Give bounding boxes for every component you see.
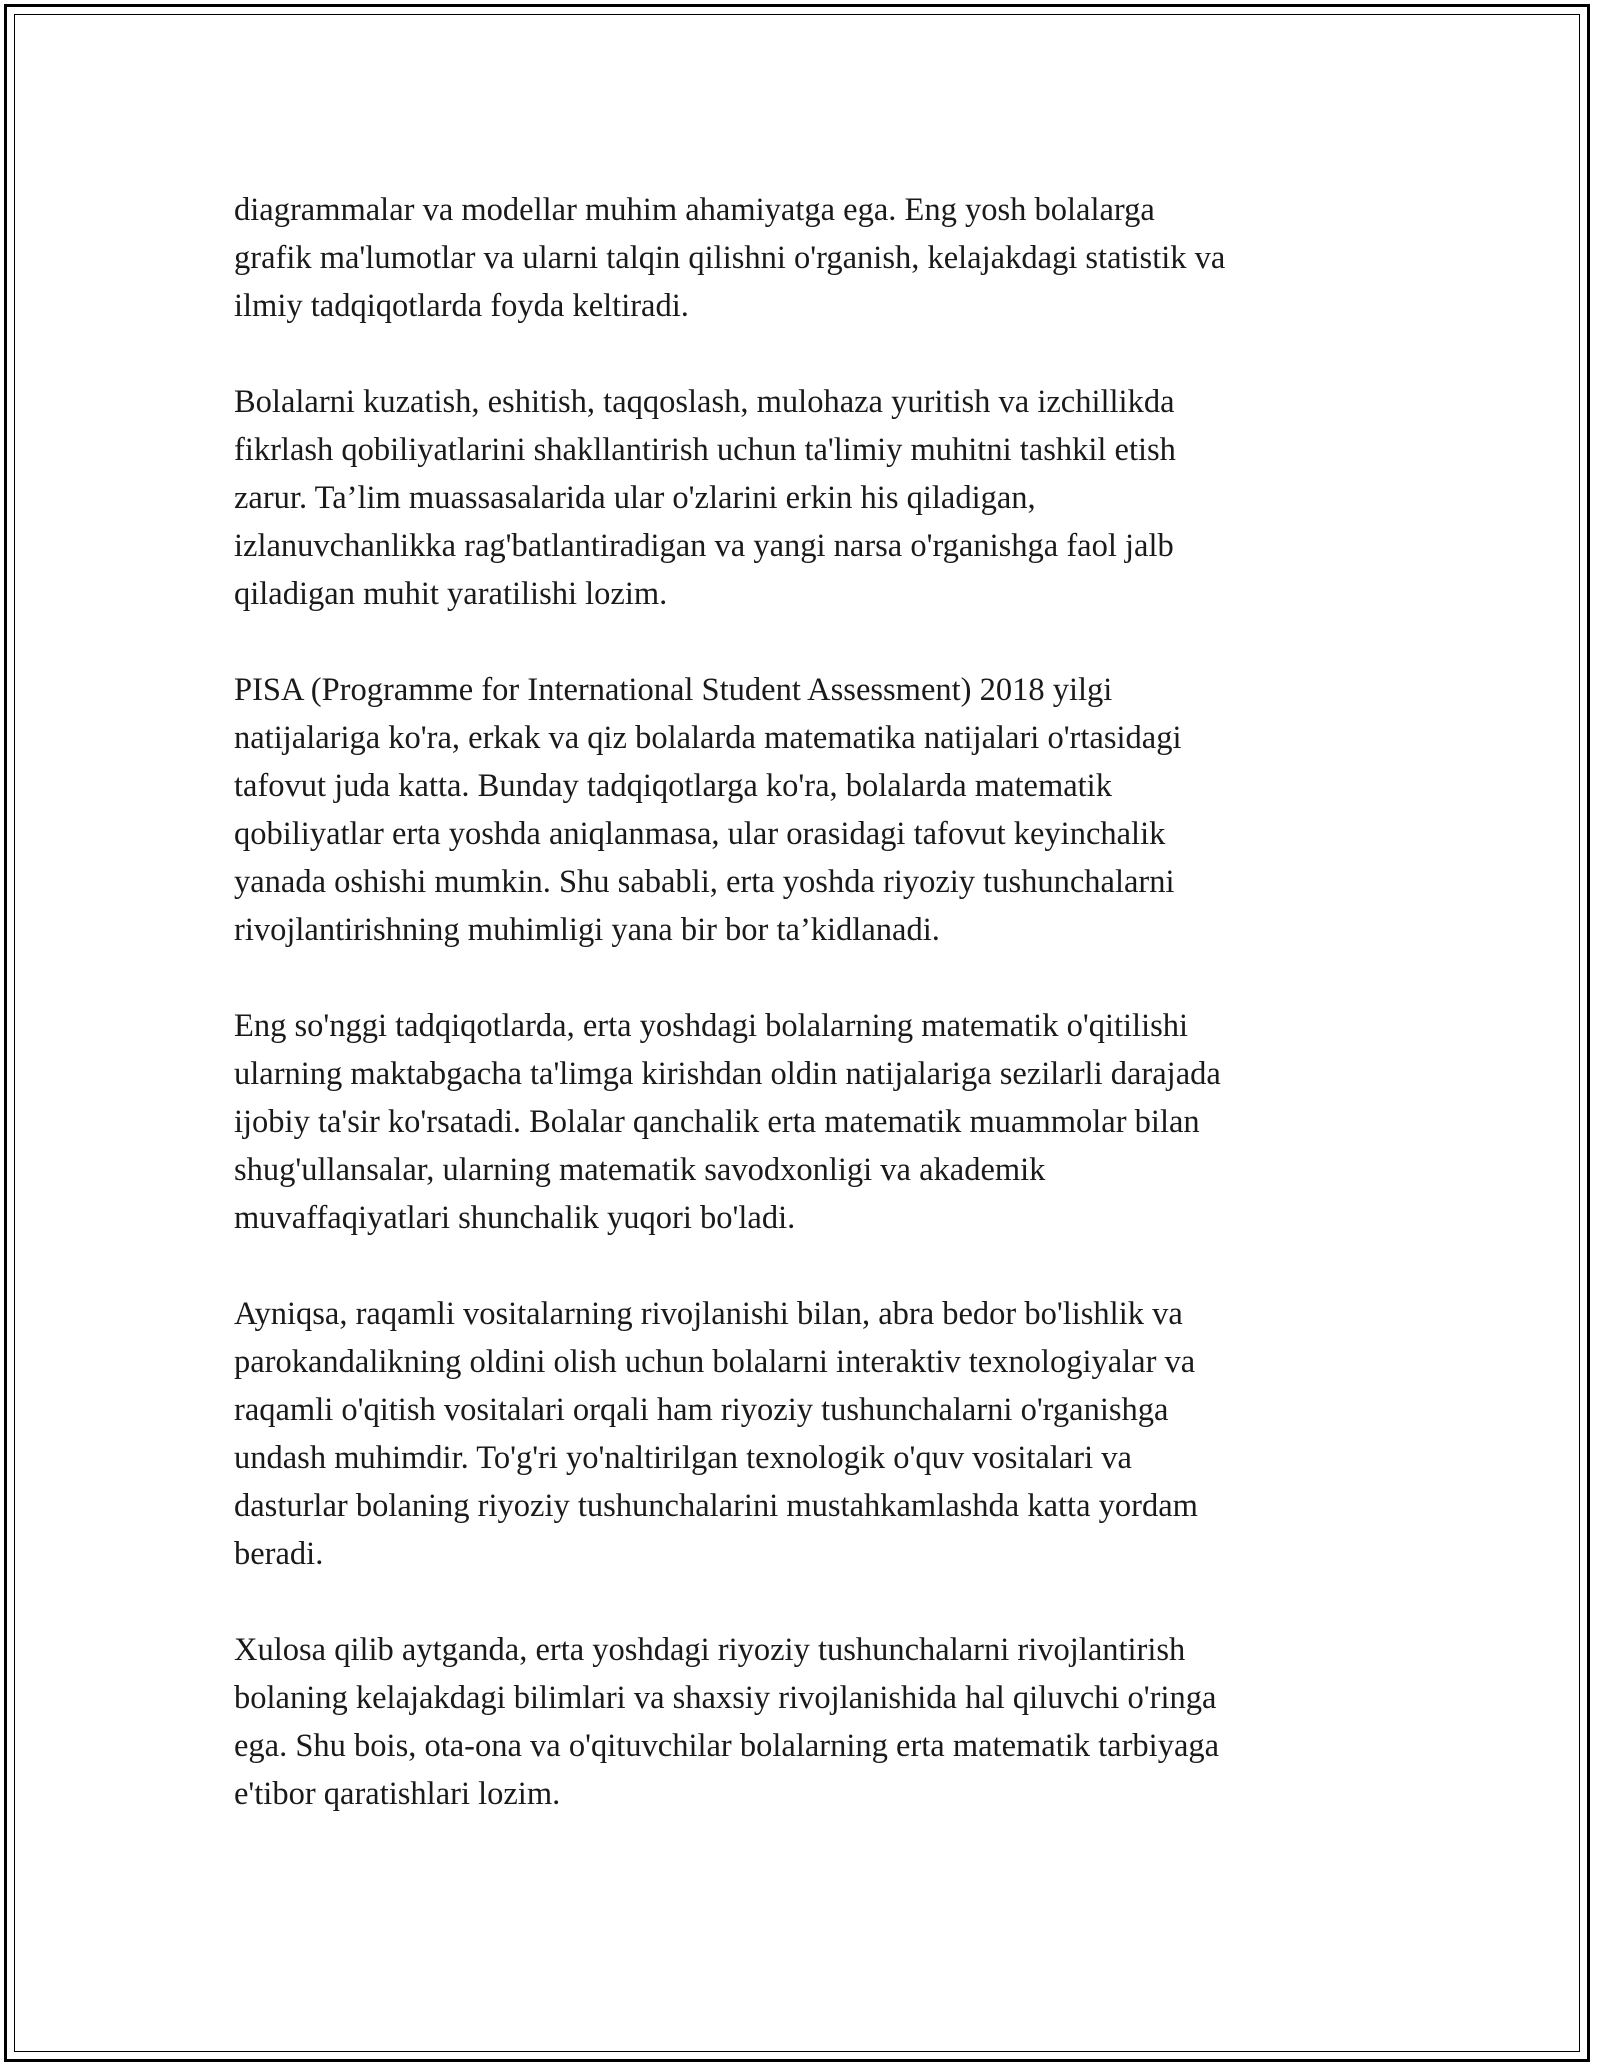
text-line: ijobiy ta'sir ko'rsatadi. Bolalar qanchalik erta matematik muammolar bilan <box>234 1104 1200 1140</box>
text-line: qobiliyatlar erta yoshda aniqlanmasa, ular orasidagi tafovut keyinchalik <box>234 816 1166 852</box>
text-line: fikrlash qobiliyatlarini shakllantirish uchun ta'limiy muhitni tashkil etish <box>234 432 1176 468</box>
text-line: diagrammalar va modellar muhim ahamiyatga ega. Eng yosh bolalarga <box>234 192 1155 228</box>
text-line: qiladigan muhit yaratilishi lozim. <box>234 576 668 612</box>
paragraph <box>234 666 1364 954</box>
text-line: zarur. Ta’lim muassasalarida ular o'zlarini erkin his qiladigan, <box>234 480 1036 516</box>
text-line: yanada oshishi mumkin. Shu sababli, erta yoshda riyoziy tushunchalarni <box>234 864 1175 900</box>
text-line: PISA (Programme for International Student Assessment) 2018 yilgi <box>234 672 1113 708</box>
text-line: bolaning kelajakdagi bilimlari va shaxsiy rivojlanishida hal qiluvchi o'ringa <box>234 1680 1217 1716</box>
text-line: tafovut juda katta. Bunday tadqiqotlarga ko'ra, bolalarda matematik <box>234 768 1112 804</box>
text-line: raqamli o'qitish vositalari orqali ham riyoziy tushunchalarni o'rganishga <box>234 1392 1169 1428</box>
text-line: Xulosa qilib aytganda, erta yoshdagi riyoziy tushunchalarni rivojlantirish <box>234 1632 1186 1668</box>
text-line: muvaffaqiyatlari shunchalik yuqori bo'ladi. <box>234 1200 796 1236</box>
text-line: ilmiy tadqiqotlarda foyda keltiradi. <box>234 288 689 324</box>
text-line: Bolalarni kuzatish, eshitish, taqqoslash, mulohaza yuritish va izchillikda <box>234 384 1175 420</box>
text-line: natijalariga ko'ra, erkak va qiz bolalarda matematika natijalari o'rtasidagi <box>234 720 1182 756</box>
paragraph <box>234 1290 1364 1578</box>
text-line: Eng so'nggi tadqiqotlarda, erta yoshdagi bolalarning matematik o'qitilishi <box>234 1008 1189 1044</box>
text-line: undash muhimdir. To'g'ri yo'naltirilgan texnologik o'quv vositalari va <box>234 1440 1132 1476</box>
paragraph <box>234 1626 1364 1818</box>
text-line: rivojlantirishning muhimligi yana bir bor ta’kidlanadi. <box>234 912 940 948</box>
text-line: Ayniqsa, raqamli vositalarning rivojlanishi bilan, abra bedor bo'lishlik va <box>234 1296 1183 1332</box>
paragraph <box>234 1002 1364 1242</box>
text-line: izlanuvchanlikka rag'batlantiradigan va yangi narsa o'rganishga faol jalb <box>234 528 1174 564</box>
text-line: dasturlar bolaning riyoziy tushunchalarini mustahkamlashda katta yordam <box>234 1488 1198 1524</box>
document-body <box>234 186 1364 1866</box>
text-line: grafik ma'lumotlar va ularni talqin qilishni o'rganish, kelajakdagi statistik va <box>234 240 1226 276</box>
paragraph <box>234 186 1364 330</box>
text-line: shug'ullansalar, ularning matematik savodxonligi va akademik <box>234 1152 1046 1188</box>
text-line: e'tibor qaratishlari lozim. <box>234 1776 561 1812</box>
text-line: beradi. <box>234 1536 324 1572</box>
text-line: ega. Shu bois, ota-ona va o'qituvchilar bolalarning erta matematik tarbiyaga <box>234 1728 1220 1764</box>
paragraph <box>234 378 1364 618</box>
text-line: ularning maktabgacha ta'limga kirishdan oldin natijalariga sezilarli darajada <box>234 1056 1221 1092</box>
text-line: parokandalikning oldini olish uchun bolalarni interaktiv texnologiyalar va <box>234 1344 1196 1380</box>
